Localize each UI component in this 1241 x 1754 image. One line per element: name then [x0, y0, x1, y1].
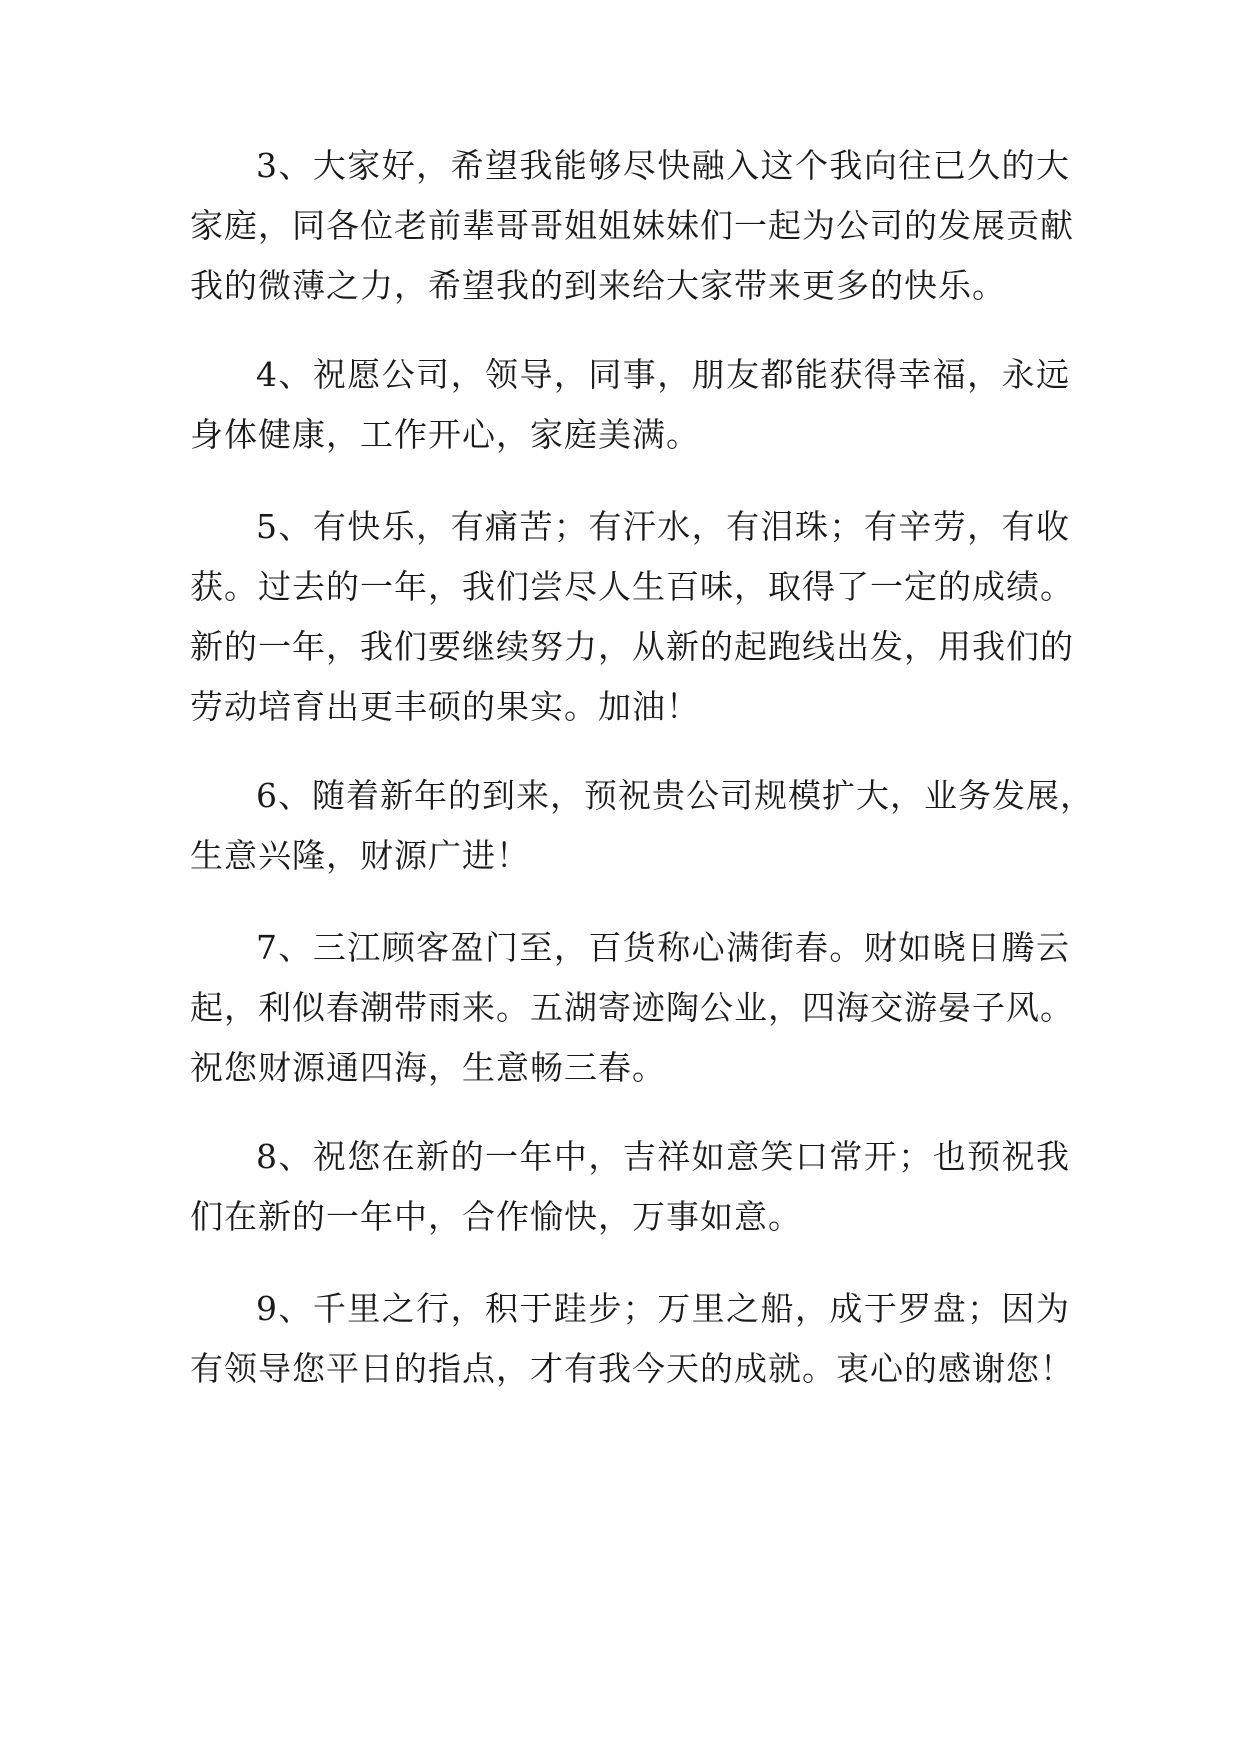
paragraph-line: 祝您财源通四海，生意畅三春。 — [190, 1048, 666, 1087]
paragraph-line: 有领导您平日的指点，才有我今天的成就。衷心的感谢您！ — [190, 1349, 1074, 1388]
paragraph-line: 3、大家好，希望我能够尽快融入这个我向往已久的大 — [256, 146, 1070, 185]
paragraph-5 — [190, 497, 1074, 737]
paragraph-4 — [190, 345, 1070, 465]
paragraph-9 — [190, 1279, 1074, 1399]
paragraph-line: 6、随着新年的到来，预祝贵公司规模扩大，业务发展， — [256, 776, 1094, 815]
paragraph-line: 5、有快乐，有痛苦；有汗水，有泪珠；有辛劳，有收 — [256, 507, 1070, 546]
paragraph-line: 9、千里之行，积于跬步；万里之船，成于罗盘；因为 — [256, 1289, 1070, 1328]
paragraph-line: 我的微薄之力，希望我的到来给大家带来更多的快乐。 — [190, 266, 1006, 305]
paragraph-8 — [190, 1127, 1070, 1247]
paragraph-line: 4、祝愿公司，领导，同事，朋友都能获得幸福，永远 — [256, 355, 1070, 394]
paragraph-7 — [190, 918, 1074, 1098]
paragraph-line: 劳动培育出更丰硕的果实。加油！ — [190, 687, 700, 726]
paragraph-line: 身体健康，工作开心，家庭美满。 — [190, 415, 700, 454]
paragraph-line: 新的一年，我们要继续努力，从新的起跑线出发，用我们的 — [190, 627, 1074, 666]
paragraph-line: 家庭，同各位老前辈哥哥姐姐妹妹们一起为公司的发展贡献 — [190, 206, 1074, 245]
paragraph-line: 们在新的一年中，合作愉快，万事如意。 — [190, 1197, 802, 1236]
paragraph-3 — [190, 136, 1074, 316]
paragraph-line: 获。过去的一年，我们尝尽人生百味，取得了一定的成绩。 — [190, 567, 1074, 606]
paragraph-6 — [190, 766, 1094, 886]
paragraph-line: 生意兴隆，财源广进！ — [190, 836, 530, 875]
paragraph-line: 7、三江顾客盈门至，百货称心满街春。财如晓日腾云 — [256, 928, 1070, 967]
paragraph-line: 起，利似春潮带雨来。五湖寄迹陶公业，四海交游晏子风。 — [190, 988, 1074, 1027]
paragraph-line: 8、祝您在新的一年中，吉祥如意笑口常开；也预祝我 — [256, 1137, 1070, 1176]
